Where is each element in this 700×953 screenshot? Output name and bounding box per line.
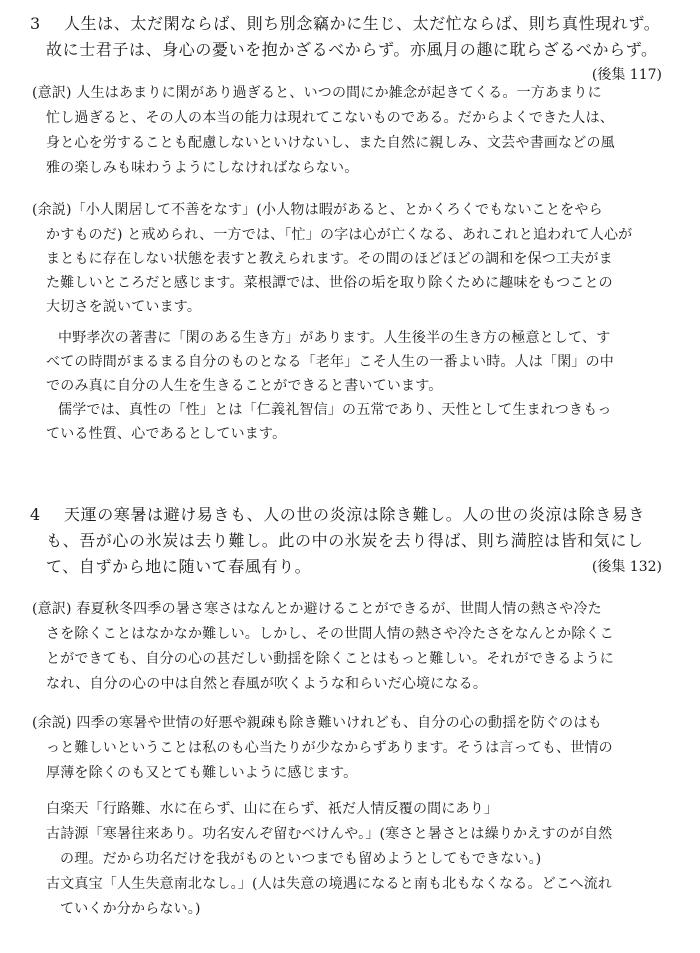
section-4-quote-line-5: ていくか分からない。) <box>60 901 201 917</box>
section-4-commentary-line-3: 厚薄を除くのも又とても難しいように感じます。 <box>46 765 358 781</box>
section-4-source: (後集 132) <box>591 559 662 575</box>
section-3-note-line-2: べての時間がまるまる自分のものとなる「老年」こそ人生の一番よい時。人は「閑」の中 <box>46 354 614 370</box>
section-3-translation-line-3: 身と心を労することも配慮しないといけないし、また自然に親しみ、文芸や書画などの風 <box>46 135 615 151</box>
section-3-translation-line-2: 忙し過ぎると、その人の本当の能力は現れてこないものである。だからよくできた人は、 <box>46 110 614 126</box>
section-4-quote-line-3: の理。だから功名だけを我がものといつまでも留めようとしてもできない。) <box>60 851 542 867</box>
section-4-translation-line-3: とができても、自分の心の甚だしい動揺を除くことはもっと難しい。それができるように <box>46 651 614 667</box>
section-4-quote-line-4: 古文真宝「人生失意南北なし。」(人は失意の境遇になると南も北もなくなる。どこへ流れ <box>46 876 613 892</box>
section-4-quote-line-1: 白楽天「行路難、水に在らず、山に在らず、祇だ人情反覆の間にあり」 <box>46 801 499 817</box>
section-3-original-line-1: 人生は、太だ閑ならば、則ち別念竊かに生じ、太だ忙ならば、則ち真性現れず。 <box>64 14 661 33</box>
section-3-source: (後集 117) <box>591 67 662 83</box>
section-4-original-line-3: て、自ずから地に随いて春風有り。 <box>46 557 312 576</box>
section-4-translation-line-2: さを除くことはなかなか難しい。しかし、その世間人情の熱さや冷たさをなんとか除くこ <box>46 626 614 642</box>
section-4-translation-line-4: なれ、自分の心の中は自然と春風が吹くような和らいだ心境になる。 <box>46 676 488 692</box>
section-4-original-line-2: も、吾が心の氷炭は去り難し。此の中の氷炭を去り得ば、則ち満腔は皆和気にし <box>46 531 644 550</box>
section-3-commentary-line-5: 大切さを説いています。 <box>46 299 202 315</box>
section-3-note-line-4: 儒学では、真性の「性」とは「仁義礼智信」の五常であり、天性として生まれつきもっ <box>58 402 612 418</box>
section-3-commentary-line-4: た難しいところだと感じます。菜根譚では、世俗の垢を取り除くために趣味をもつことの <box>46 275 613 291</box>
section-3-note-line-1: 中野孝次の著書に「閑のある生き方」があります。人生後半の生き方の極意として、す <box>58 330 611 346</box>
section-3-translation-line-4: 雅の楽しみも味わうようにしなければならない。 <box>46 160 359 176</box>
section-3-commentary-line-2: かすものだ) と戒められ、一方では、「忙」の字は心が亡くなる、あれこれと追われて人心が <box>46 227 633 243</box>
section-4-quote-line-2: 古詩源「寒暑往来あり。功名安んぞ留むべけんや。」(寒さと暑さとは繰りかえすのが自然 <box>46 826 613 842</box>
section-4-translation-line-1: (意訳) 春夏秋冬四季の暑さ寒さはなんとか避けることができるが、世間人情の熱さや冷た <box>32 601 602 617</box>
section-3-number: 3 <box>30 14 41 33</box>
section-3-note-line-3: でのみ真に自分の人生を生きることができると書いています。 <box>46 378 443 394</box>
section-4-commentary-line-1: (余説) 四季の寒暑や世情の好悪や親疎も除き難いけれども、自分の心の動揺を防ぐのはも <box>32 715 602 731</box>
section-4-commentary-line-2: っと難しいということは私のも心当たりが少なからずあります。そうは言っても、世情の <box>46 740 613 756</box>
section-3-commentary-line-3: まともに存在しない状態を表すと教えられます。その間のほどほどの調和を保つ工夫がま <box>46 251 613 267</box>
section-4-number: 4 <box>30 505 41 524</box>
section-3-commentary-line-1: (余説)「小人閑居して不善をなす」(小人物は暇があると、とかくろくでもないことをやら <box>32 202 603 218</box>
section-4-original-line-1: 天運の寒暑は避け易きも、人の世の炎涼は除き難し。人の世の炎涼は除き易き <box>64 505 646 524</box>
section-3-original-line-2: 故に士君子は、身心の憂いを抱かざるべからず。亦風月の趣に耽らざるべからず。 <box>46 40 658 59</box>
section-3-note-line-5: ている性質、心であるとしています。 <box>46 426 287 442</box>
section-3-translation-line-1: (意訳) 人生はあまりに閑があり過ぎると、いつの間にか雑念が起きてくる。一方あまりに <box>32 85 602 101</box>
